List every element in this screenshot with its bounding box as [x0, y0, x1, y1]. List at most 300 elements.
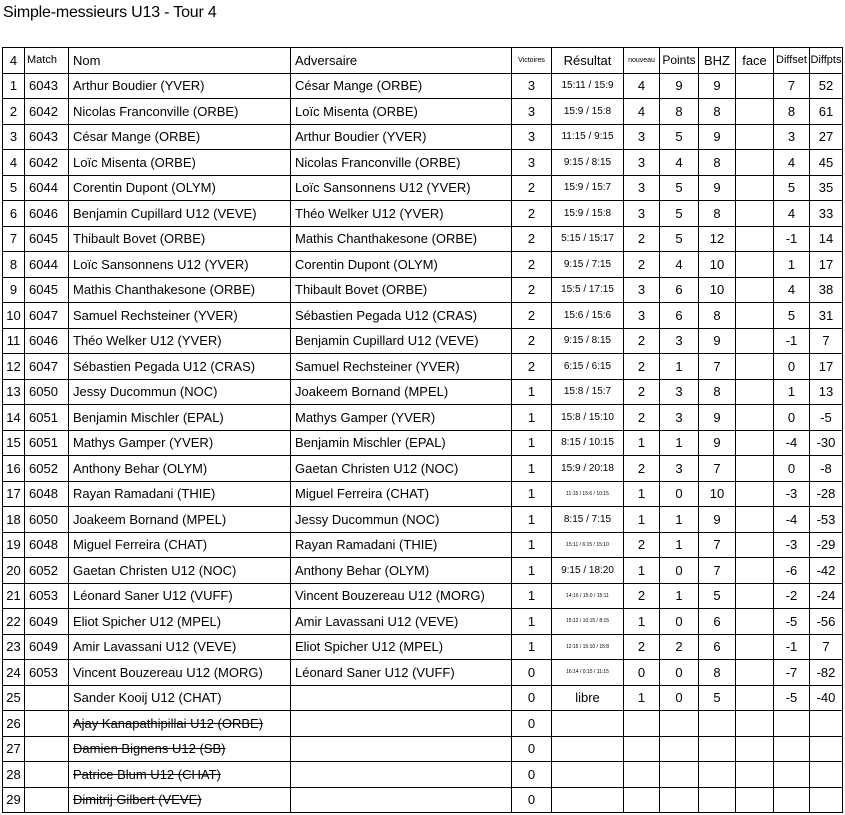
cell-match — [25, 762, 69, 788]
cell-match: 6049 — [25, 634, 69, 660]
cell-adversaire — [291, 787, 512, 813]
cell-diffset — [774, 711, 810, 737]
cell-rank: 1 — [3, 73, 25, 99]
cell-face — [736, 507, 774, 533]
cell-adversaire: Thibault Bovet (ORBE) — [291, 277, 512, 303]
cell-face — [736, 150, 774, 176]
cell-rank: 9 — [3, 277, 25, 303]
table-row — [3, 303, 843, 329]
cell-nom: Sander Kooij U12 (CHAT) — [69, 685, 291, 711]
cell-adversaire: Théo Welker U12 (YVER) — [291, 201, 512, 227]
cell-adversaire: Léonard Saner U12 (VUFF) — [291, 660, 512, 686]
cell-resultat: 15:5 / 17:15 — [552, 277, 624, 303]
cell-resultat: 15:9 / 20:18 — [552, 456, 624, 482]
cell-victoires: 0 — [512, 787, 552, 813]
cell-points: 4 — [660, 252, 699, 278]
cell-nouveau — [624, 762, 660, 788]
cell-victoires: 2 — [512, 226, 552, 252]
cell-nom: Anthony Behar (OLYM) — [69, 456, 291, 482]
cell-nouveau: 2 — [624, 532, 660, 558]
cell-diffset: 5 — [774, 303, 810, 329]
cell-diffset: -6 — [774, 558, 810, 584]
cell-nouveau: 2 — [624, 456, 660, 482]
cell-diffpts: -8 — [810, 456, 843, 482]
cell-rank: 5 — [3, 175, 25, 201]
header-face: face — [736, 48, 774, 74]
cell-face — [736, 456, 774, 482]
table-row — [3, 583, 843, 609]
cell-bhz: 9 — [699, 507, 736, 533]
cell-bhz: 9 — [699, 328, 736, 354]
cell-victoires: 0 — [512, 736, 552, 762]
cell-diffpts: -53 — [810, 507, 843, 533]
cell-nouveau: 3 — [624, 150, 660, 176]
table-row — [3, 634, 843, 660]
cell-resultat: 6:15 / 6:15 — [552, 354, 624, 380]
cell-points: 3 — [660, 379, 699, 405]
cell-victoires: 2 — [512, 328, 552, 354]
cell-face — [736, 277, 774, 303]
cell-points — [660, 762, 699, 788]
cell-rank: 10 — [3, 303, 25, 329]
cell-bhz: 8 — [699, 99, 736, 125]
cell-bhz: 8 — [699, 660, 736, 686]
table-row — [3, 73, 843, 99]
cell-nom: Loïc Misenta (ORBE) — [69, 150, 291, 176]
cell-face — [736, 660, 774, 686]
cell-adversaire: Miguel Ferreira (CHAT) — [291, 481, 512, 507]
cell-diffset: -7 — [774, 660, 810, 686]
cell-face — [736, 73, 774, 99]
cell-diffpts: 27 — [810, 124, 843, 150]
cell-nouveau: 2 — [624, 328, 660, 354]
cell-nouveau: 3 — [624, 124, 660, 150]
cell-bhz — [699, 736, 736, 762]
cell-rank: 21 — [3, 583, 25, 609]
cell-victoires: 1 — [512, 583, 552, 609]
cell-nom: Théo Welker U12 (YVER) — [69, 328, 291, 354]
cell-points: 1 — [660, 583, 699, 609]
cell-match — [25, 685, 69, 711]
cell-points: 6 — [660, 303, 699, 329]
cell-nouveau: 2 — [624, 226, 660, 252]
cell-diffpts — [810, 787, 843, 813]
cell-nom: Sébastien Pegada U12 (CRAS) — [69, 354, 291, 380]
table-row — [3, 532, 843, 558]
header-diffset: Diffset — [774, 48, 810, 74]
cell-face — [736, 532, 774, 558]
cell-resultat: 11:15 / 15:6 / 10:15 — [552, 481, 624, 507]
cell-points: 5 — [660, 226, 699, 252]
cell-points: 0 — [660, 558, 699, 584]
cell-nom: Benjamin Cupillard U12 (VEVE) — [69, 201, 291, 227]
cell-diffpts: 61 — [810, 99, 843, 125]
cell-diffset: 0 — [774, 354, 810, 380]
cell-nom: Nicolas Franconville (ORBE) — [69, 99, 291, 125]
table-row — [3, 150, 843, 176]
cell-bhz: 8 — [699, 150, 736, 176]
cell-bhz: 9 — [699, 430, 736, 456]
cell-nom: Léonard Saner U12 (VUFF) — [69, 583, 291, 609]
cell-rank: 4 — [3, 150, 25, 176]
cell-match: 6050 — [25, 507, 69, 533]
cell-nouveau: 1 — [624, 558, 660, 584]
cell-nouveau: 3 — [624, 277, 660, 303]
cell-diffpts: -29 — [810, 532, 843, 558]
cell-nouveau: 3 — [624, 201, 660, 227]
cell-face — [736, 583, 774, 609]
cell-diffset: 1 — [774, 252, 810, 278]
cell-points: 1 — [660, 532, 699, 558]
cell-resultat: 8:15 / 7:15 — [552, 507, 624, 533]
table-row — [3, 430, 843, 456]
cell-diffset: -1 — [774, 634, 810, 660]
cell-victoires: 1 — [512, 405, 552, 431]
cell-diffpts — [810, 736, 843, 762]
cell-face — [736, 634, 774, 660]
cell-nom: Amir Lavassani U12 (VEVE) — [69, 634, 291, 660]
cell-victoires: 1 — [512, 532, 552, 558]
cell-victoires: 3 — [512, 124, 552, 150]
cell-points: 0 — [660, 685, 699, 711]
cell-bhz: 8 — [699, 201, 736, 227]
cell-resultat: 15:8 / 15:7 — [552, 379, 624, 405]
cell-match: 6045 — [25, 277, 69, 303]
cell-adversaire: Benjamin Cupillard U12 (VEVE) — [291, 328, 512, 354]
cell-nouveau: 1 — [624, 685, 660, 711]
cell-rank: 11 — [3, 328, 25, 354]
cell-face — [736, 99, 774, 125]
cell-bhz: 10 — [699, 277, 736, 303]
cell-diffpts: 7 — [810, 328, 843, 354]
cell-points: 0 — [660, 481, 699, 507]
cell-diffpts — [810, 711, 843, 737]
cell-bhz: 5 — [699, 583, 736, 609]
cell-diffpts: 17 — [810, 252, 843, 278]
table-row — [3, 762, 843, 788]
cell-victoires: 1 — [512, 456, 552, 482]
cell-match: 6051 — [25, 405, 69, 431]
cell-nouveau: 2 — [624, 634, 660, 660]
cell-diffpts: 17 — [810, 354, 843, 380]
cell-resultat: 15:8 / 15:10 — [552, 405, 624, 431]
cell-nouveau: 1 — [624, 609, 660, 635]
cell-rank: 29 — [3, 787, 25, 813]
header-row — [3, 48, 843, 74]
cell-resultat: 12:15 / 15:10 / 15:8 — [552, 634, 624, 660]
cell-rank: 20 — [3, 558, 25, 584]
cell-bhz: 10 — [699, 481, 736, 507]
cell-points: 5 — [660, 175, 699, 201]
cell-face — [736, 430, 774, 456]
cell-nom: Samuel Rechsteiner (YVER) — [69, 303, 291, 329]
cell-adversaire: César Mange (ORBE) — [291, 73, 512, 99]
cell-match: 6042 — [25, 99, 69, 125]
header-victoires: Victoires — [512, 48, 552, 74]
cell-match: 6051 — [25, 430, 69, 456]
cell-face — [736, 201, 774, 227]
cell-nom: Vincent Bouzereau U12 (MORG) — [69, 660, 291, 686]
cell-diffpts — [810, 762, 843, 788]
results-table — [2, 47, 843, 813]
cell-nom: Miguel Ferreira (CHAT) — [69, 532, 291, 558]
cell-bhz: 9 — [699, 405, 736, 431]
cell-face — [736, 558, 774, 584]
cell-bhz: 9 — [699, 73, 736, 99]
cell-face — [736, 354, 774, 380]
cell-diffset: 7 — [774, 73, 810, 99]
cell-adversaire: Nicolas Franconville (ORBE) — [291, 150, 512, 176]
cell-diffpts: -56 — [810, 609, 843, 635]
table-row — [3, 405, 843, 431]
cell-victoires: 2 — [512, 277, 552, 303]
cell-nom: Mathis Chanthakesone (ORBE) — [69, 277, 291, 303]
cell-victoires: 2 — [512, 354, 552, 380]
cell-diffset: -3 — [774, 481, 810, 507]
cell-rank: 18 — [3, 507, 25, 533]
cell-diffpts: -40 — [810, 685, 843, 711]
cell-diffset: 0 — [774, 405, 810, 431]
table-row — [3, 787, 843, 813]
cell-resultat: 15:11 / 15:9 — [552, 73, 624, 99]
cell-victoires: 1 — [512, 430, 552, 456]
cell-face — [736, 303, 774, 329]
table-row — [3, 558, 843, 584]
cell-bhz: 5 — [699, 685, 736, 711]
cell-rank: 28 — [3, 762, 25, 788]
cell-diffset: 0 — [774, 456, 810, 482]
table-row — [3, 660, 843, 686]
cell-victoires: 1 — [512, 507, 552, 533]
cell-rank: 14 — [3, 405, 25, 431]
cell-face — [736, 481, 774, 507]
cell-points: 9 — [660, 73, 699, 99]
cell-match: 6046 — [25, 201, 69, 227]
cell-adversaire: Corentin Dupont (OLYM) — [291, 252, 512, 278]
cell-adversaire: Gaetan Christen U12 (NOC) — [291, 456, 512, 482]
cell-nom: Loïc Sansonnens U12 (YVER) — [69, 252, 291, 278]
cell-diffset: 1 — [774, 379, 810, 405]
cell-diffpts: 7 — [810, 634, 843, 660]
cell-diffset — [774, 762, 810, 788]
cell-nom: Ajay Kanapathipillai U12 (ORBE) — [69, 711, 291, 737]
cell-rank: 27 — [3, 736, 25, 762]
cell-victoires: 1 — [512, 634, 552, 660]
cell-victoires: 1 — [512, 609, 552, 635]
cell-bhz: 7 — [699, 354, 736, 380]
cell-nouveau — [624, 711, 660, 737]
cell-victoires: 2 — [512, 303, 552, 329]
cell-match — [25, 711, 69, 737]
cell-victoires: 1 — [512, 379, 552, 405]
cell-resultat: 14:16 / 15:0 / 15:11 — [552, 583, 624, 609]
cell-adversaire: Mathis Chanthakesone (ORBE) — [291, 226, 512, 252]
header-diffpts: Diffpts — [810, 48, 843, 74]
table-row — [3, 379, 843, 405]
cell-diffpts: -82 — [810, 660, 843, 686]
cell-nom: Eliot Spicher U12 (MPEL) — [69, 609, 291, 635]
cell-diffpts: 14 — [810, 226, 843, 252]
cell-face — [736, 226, 774, 252]
cell-nouveau — [624, 736, 660, 762]
cell-points: 1 — [660, 354, 699, 380]
cell-resultat: 15:12 / 10:15 / 8:15 — [552, 609, 624, 635]
cell-victoires: 1 — [512, 558, 552, 584]
cell-points: 3 — [660, 456, 699, 482]
cell-face — [736, 328, 774, 354]
cell-diffpts: 38 — [810, 277, 843, 303]
cell-nom: Jessy Ducommun (NOC) — [69, 379, 291, 405]
cell-points: 5 — [660, 124, 699, 150]
cell-match: 6047 — [25, 303, 69, 329]
cell-bhz: 6 — [699, 634, 736, 660]
cell-resultat: 9:15 / 8:15 — [552, 328, 624, 354]
cell-diffset: -2 — [774, 583, 810, 609]
cell-points: 0 — [660, 660, 699, 686]
cell-diffpts: -30 — [810, 430, 843, 456]
cell-nouveau: 4 — [624, 73, 660, 99]
cell-nom: César Mange (ORBE) — [69, 124, 291, 150]
cell-match: 6048 — [25, 481, 69, 507]
cell-nouveau: 2 — [624, 379, 660, 405]
cell-nom: Corentin Dupont (OLYM) — [69, 175, 291, 201]
cell-adversaire: Loïc Misenta (ORBE) — [291, 99, 512, 125]
cell-rank: 3 — [3, 124, 25, 150]
cell-adversaire: Vincent Bouzereau U12 (MORG) — [291, 583, 512, 609]
cell-nouveau: 1 — [624, 507, 660, 533]
cell-bhz: 8 — [699, 303, 736, 329]
cell-match: 6047 — [25, 354, 69, 380]
header-match: Match — [25, 48, 69, 74]
table-row — [3, 124, 843, 150]
cell-adversaire: Rayan Ramadani (THIE) — [291, 532, 512, 558]
cell-match: 6052 — [25, 456, 69, 482]
cell-rank: 25 — [3, 685, 25, 711]
cell-adversaire: Eliot Spicher U12 (MPEL) — [291, 634, 512, 660]
cell-adversaire — [291, 762, 512, 788]
cell-resultat: 15:6 / 15:6 — [552, 303, 624, 329]
cell-victoires: 3 — [512, 99, 552, 125]
table-body — [3, 73, 843, 813]
cell-adversaire: Loïc Sansonnens U12 (YVER) — [291, 175, 512, 201]
cell-match: 6052 — [25, 558, 69, 584]
cell-points: 4 — [660, 150, 699, 176]
cell-adversaire: Amir Lavassani U12 (VEVE) — [291, 609, 512, 635]
cell-bhz: 7 — [699, 558, 736, 584]
header-nouveau: nouveau — [624, 48, 660, 74]
cell-diffset: 3 — [774, 124, 810, 150]
table-row — [3, 481, 843, 507]
cell-diffpts: 52 — [810, 73, 843, 99]
cell-rank: 8 — [3, 252, 25, 278]
cell-match: 6043 — [25, 124, 69, 150]
cell-nouveau: 2 — [624, 252, 660, 278]
cell-nom: Damien Bignens U12 (SB) — [69, 736, 291, 762]
cell-bhz — [699, 711, 736, 737]
cell-bhz — [699, 762, 736, 788]
cell-resultat: 8:15 / 10:15 — [552, 430, 624, 456]
cell-resultat — [552, 736, 624, 762]
cell-face — [736, 405, 774, 431]
cell-face — [736, 124, 774, 150]
cell-diffset — [774, 736, 810, 762]
cell-victoires: 2 — [512, 175, 552, 201]
cell-nom: Gaetan Christen U12 (NOC) — [69, 558, 291, 584]
cell-nouveau: 2 — [624, 405, 660, 431]
table-row — [3, 252, 843, 278]
cell-points: 2 — [660, 634, 699, 660]
cell-diffset — [774, 787, 810, 813]
table-row — [3, 609, 843, 635]
cell-diffpts: -28 — [810, 481, 843, 507]
cell-diffset: -4 — [774, 507, 810, 533]
cell-match: 6044 — [25, 175, 69, 201]
cell-rank: 12 — [3, 354, 25, 380]
cell-resultat: 9:15 / 18:20 — [552, 558, 624, 584]
cell-bhz: 9 — [699, 124, 736, 150]
table-row — [3, 328, 843, 354]
cell-nom: Arthur Boudier (YVER) — [69, 73, 291, 99]
cell-resultat — [552, 711, 624, 737]
cell-points: 3 — [660, 405, 699, 431]
cell-bhz: 12 — [699, 226, 736, 252]
cell-diffset: -3 — [774, 532, 810, 558]
header-resultat: Résultat — [552, 48, 624, 74]
cell-match: 6049 — [25, 609, 69, 635]
cell-diffpts: 33 — [810, 201, 843, 227]
cell-bhz: 8 — [699, 379, 736, 405]
cell-adversaire — [291, 685, 512, 711]
cell-match: 6042 — [25, 150, 69, 176]
cell-victoires: 1 — [512, 481, 552, 507]
cell-match — [25, 787, 69, 813]
cell-rank: 13 — [3, 379, 25, 405]
cell-nouveau: 2 — [624, 583, 660, 609]
cell-bhz: 6 — [699, 609, 736, 635]
table-row — [3, 226, 843, 252]
cell-nouveau: 4 — [624, 99, 660, 125]
cell-diffset: 4 — [774, 150, 810, 176]
cell-nouveau: 1 — [624, 481, 660, 507]
cell-diffset: 4 — [774, 277, 810, 303]
cell-points — [660, 736, 699, 762]
cell-victoires: 3 — [512, 150, 552, 176]
cell-adversaire: Jessy Ducommun (NOC) — [291, 507, 512, 533]
cell-diffset: -4 — [774, 430, 810, 456]
cell-match: 6053 — [25, 660, 69, 686]
cell-victoires: 0 — [512, 660, 552, 686]
table-row — [3, 685, 843, 711]
cell-rank: 24 — [3, 660, 25, 686]
table-row — [3, 711, 843, 737]
cell-nouveau: 0 — [624, 660, 660, 686]
header-bhz: BHZ — [699, 48, 736, 74]
cell-diffset: 8 — [774, 99, 810, 125]
cell-points: 1 — [660, 507, 699, 533]
cell-rank: 15 — [3, 430, 25, 456]
cell-face — [736, 685, 774, 711]
cell-nouveau: 1 — [624, 430, 660, 456]
cell-diffpts: -42 — [810, 558, 843, 584]
header-points: Points — [660, 48, 699, 74]
cell-nom: Mathys Gamper (YVER) — [69, 430, 291, 456]
cell-diffset: -1 — [774, 328, 810, 354]
cell-diffpts: -24 — [810, 583, 843, 609]
cell-nom: Patrice Blum U12 (CHAT) — [69, 762, 291, 788]
cell-face — [736, 609, 774, 635]
cell-adversaire: Anthony Behar (OLYM) — [291, 558, 512, 584]
cell-victoires: 0 — [512, 711, 552, 737]
